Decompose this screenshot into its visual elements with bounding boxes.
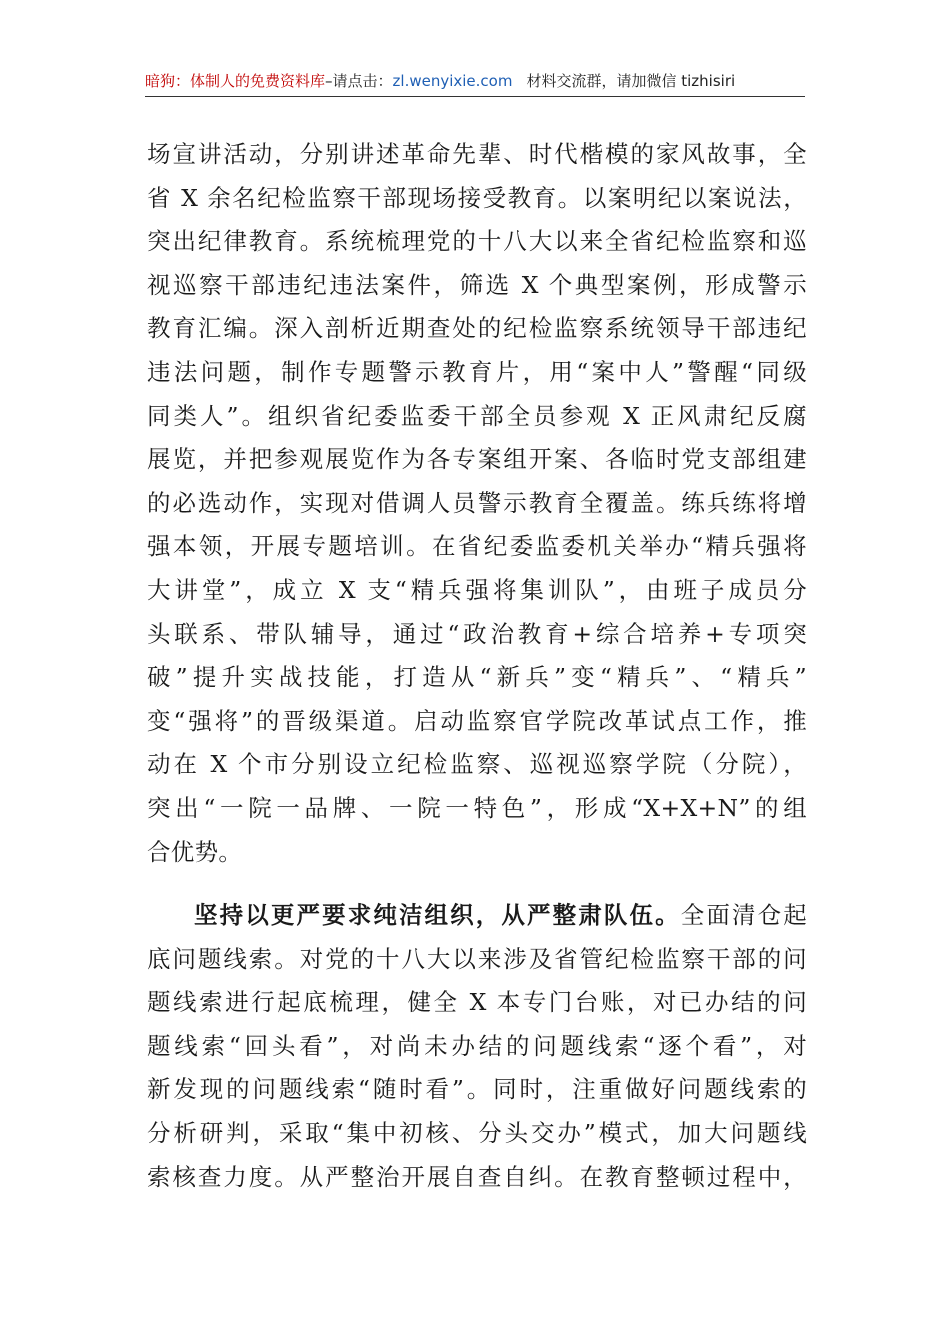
text-line: 场宣讲活动，分别讲述革命先辈、时代楷模的家风故事，全 — [147, 140, 807, 168]
text-line: 突出纪律教育。系统梳理党的十八大以来全省纪检监察和巡 — [147, 227, 807, 256]
text-line: 合优势。 — [147, 837, 243, 866]
text-line: 动在 X 个市分别设立纪检监察、巡视巡察学院（分院）， — [147, 750, 807, 779]
text-line: 头联系、带队辅导，通过“政治教育+综合培养+专项突 — [147, 619, 807, 648]
text-line: 分析研判，采取“集中初核、分头交办”模式，加大问题线 — [147, 1119, 807, 1148]
header-brand: 暗狗：体制人的免费资料库 — [145, 72, 326, 90]
text-line: 展览，并把参观展览作为各专案组开案、各临时党支部组建 — [147, 445, 807, 474]
header-group-note: 材料交流群，请加微信 tizhisiri — [526, 72, 736, 90]
text-line: 新发现的问题线索“随时看”。同时，注重做好问题线索的 — [147, 1075, 807, 1104]
text-line: 题线索进行起底梳理，健全 X 本专门台账，对已办结的问 — [147, 988, 807, 1017]
document-body — [147, 133, 807, 1199]
paragraph-heading: 坚持以更严要求纯洁组织，从严整肃队伍。 — [194, 901, 681, 930]
text-line: 违法问题，制作专题警示教育片，用“案中人”警醒“同级 — [147, 357, 807, 386]
text-line: 省 X 余名纪检监察干部现场接受教育。以案明纪以案说法， — [147, 183, 807, 212]
paragraph-1 — [147, 133, 807, 874]
header-link[interactable]: zl.wenyixie.com — [392, 72, 513, 90]
text-line: 教育汇编。深入剖析近期查处的纪检监察系统领导干部违纪 — [147, 314, 807, 343]
text-line: 视巡察干部违纪违法案件，筛选 X 个典型案例，形成警示 — [147, 270, 807, 299]
heading-line-rest: 全面清仓起 — [680, 901, 808, 930]
text-line: 底问题线索。对党的十八大以来涉及省管纪检监察干部的问 — [147, 944, 807, 973]
text-line: 强本领，开展专题培训。在省纪委监委机关举办“精兵强将 — [147, 532, 807, 561]
text-line: 突出“一院一品牌、一院一特色”，形成“X+X+N”的组 — [147, 793, 807, 822]
text-line: 的必选动作，实现对借调人员警示教育全覆盖。练兵练将增 — [147, 488, 807, 517]
text-line: 题线索“回头看”，对尚未办结的问题线索“逐个看”，对 — [147, 1031, 807, 1060]
text-line — [147, 894, 807, 938]
header-link-prefix: –请点击： — [325, 72, 393, 90]
paragraph-2 — [147, 894, 807, 1199]
text-line: 大讲堂”，成立 X 支“精兵强将集训队”，由班子成员分 — [147, 575, 807, 604]
text-line: 破”提升实战技能，打造从“新兵”变“精兵”、“精兵” — [147, 663, 807, 692]
page-header — [145, 70, 805, 97]
text-line: 变“强将”的晋级渠道。启动监察官学院改革试点工作，推 — [147, 706, 807, 735]
text-line: 索核查力度。从严整治开展自查自纠。在教育整顿过程中， — [147, 1162, 807, 1191]
text-line: 同类人”。组织省纪委监委干部全员参观 X 正风肃纪反腐 — [147, 401, 807, 430]
